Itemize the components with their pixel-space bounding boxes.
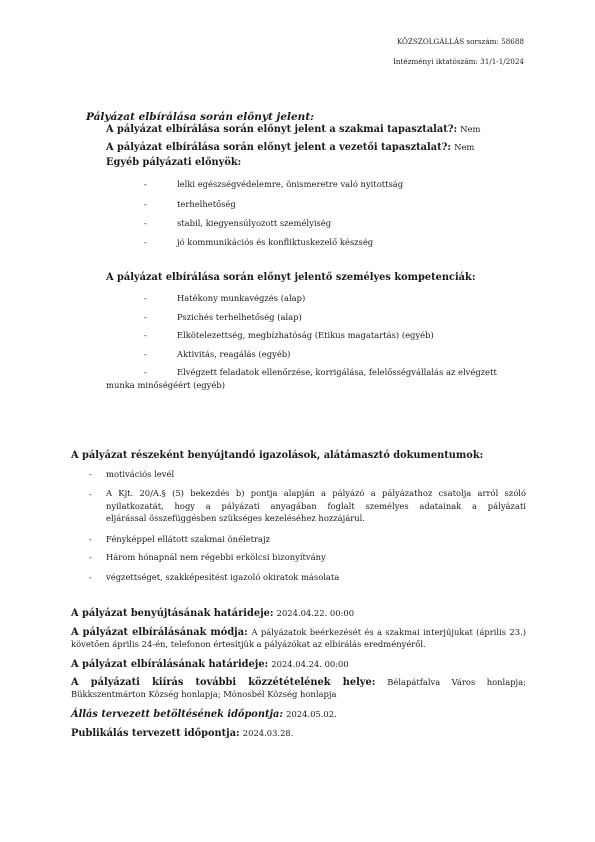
other-advantage-item: lelki egészségvédelemre, önismeretre való nyitottság <box>177 179 404 189</box>
competency-item: Pszichés terhelhetőség (alap) <box>177 312 302 322</box>
planned-start-date <box>71 709 526 721</box>
field-label: A pályázat elbírálásának módja: <box>71 627 248 638</box>
document-item-consent <box>106 487 526 525</box>
list-dash: - <box>89 489 92 499</box>
planned-publish-date <box>71 728 526 740</box>
list-dash: - <box>144 293 147 303</box>
field-label: A pályázat benyújtásának határideje: <box>71 608 274 619</box>
documents-title: A pályázat részeként benyújtandó igazolások, alátámasztó dokumentumok: <box>71 450 484 461</box>
list-dash: - <box>89 572 92 582</box>
document-item: Három hónapnál nem régebbi erkölcsi bizonyítvány <box>106 552 326 562</box>
list-dash: - <box>89 534 92 544</box>
field-value: 2024.04.22. 00:00 <box>276 608 355 618</box>
advantages-title: Pályázat elbírálása során előnyt jelent: <box>86 111 315 123</box>
list-dash: - <box>89 552 92 562</box>
leadership-experience-question <box>106 142 474 153</box>
field-value: A pályázatok beérkezését és a szakmai interjújukat (április 23.) <box>251 627 526 637</box>
list-dash: - <box>144 199 147 209</box>
publication-places <box>71 677 526 701</box>
evaluation-method <box>71 627 526 651</box>
document-item: Fényképpel ellátott szakmai önéletrajz <box>106 534 271 544</box>
evaluation-deadline <box>71 659 526 671</box>
list-dash: - <box>144 349 147 359</box>
header-reference-number: Intézményi iktatószám: 31/1-1/2024 <box>393 57 524 66</box>
list-dash: - <box>144 218 147 228</box>
question-label: A pályázat elbírálása során előnyt jelent a vezetői tapasztalat?: <box>106 142 451 153</box>
question-answer: Nem <box>460 124 481 134</box>
field-value: 2024.04.24. 00:00 <box>271 659 349 669</box>
list-dash: - <box>144 179 147 189</box>
field-value: 2024.03.28. <box>242 728 294 738</box>
consent-line: A Kjt. 20/A.§ (5) bekezdés b) pontja alapján a pályázó a pályázathoz csatolja arról szóló <box>106 488 526 498</box>
submission-deadline <box>71 608 526 620</box>
field-label: A pályázat elbírálásának határideje: <box>71 659 269 670</box>
field-value: 2024.05.02. <box>286 709 337 719</box>
question-label: A pályázat elbírálása során előnyt jelent a szakmai tapasztalat?: <box>106 124 458 135</box>
question-answer: Nem <box>454 142 475 152</box>
professional-experience-question <box>106 124 480 135</box>
header-job-id: KÖZSZOLGÁLLÁS sorszám: 58688 <box>396 37 524 46</box>
competency-item: Hatékony munkavégzés (alap) <box>177 293 306 303</box>
field-label: Állás tervezett betöltésének időpontja: <box>71 709 283 720</box>
consent-line: nyilatkozatát, hogy a pályázati anyagában foglalt személyes adatainak a pályázati <box>106 500 526 511</box>
document-item: motivációs levél <box>106 469 175 479</box>
field-label: Publikálás tervezett időpontja: <box>71 728 240 739</box>
field-value-continuation: követően április 24-én, telefonon értesítjük a pályázókat az elbírálás eredményéről. <box>71 638 426 649</box>
field-value: Bélapátfalva Város honlapja; <box>387 677 526 687</box>
other-advantages-title: Egyéb pályázati előnyök: <box>106 157 242 168</box>
list-dash: - <box>89 469 92 479</box>
method-line-1 <box>71 627 526 639</box>
other-advantage-item: jó kommunikációs és konfliktuskezelő készség <box>177 237 374 247</box>
document-item: végzettséget, szakképesítést igazoló okiratok másolata <box>106 572 340 582</box>
competency-item: Aktivitás, reagálás (egyéb) <box>177 349 291 359</box>
competency-item: Elvégzett feladatok ellenőrzése, korrigálása, felelősségvállalás az elvégzett <box>177 367 497 377</box>
list-dash: - <box>144 312 147 322</box>
competencies-title: A pályázat elbírálása során előnyt jelentő személyes kompetenciák: <box>106 272 476 283</box>
consent-line: eljárással összefüggésben szükséges kezeléséhez hozzájárul. <box>106 513 366 524</box>
field-label: A pályázati kiírás további közzétételének helye: <box>71 677 376 688</box>
list-dash: - <box>144 367 147 377</box>
list-dash: - <box>144 237 147 247</box>
publication-line-1 <box>71 677 526 689</box>
competency-item-continuation: munka minőségéért (egyéb) <box>106 380 225 390</box>
other-advantage-item: terhelhetőség <box>177 199 236 209</box>
other-advantage-item: stabil, kiegyensúlyozott személyiség <box>177 218 332 228</box>
field-value-continuation: Bükkszentmárton Község honlapja; Mónosbél Község honlapja <box>71 688 337 699</box>
competency-item: Elkötelezettség, megbízhatóság (Etikus magatartás) (egyéb) <box>177 330 434 340</box>
list-dash: - <box>144 330 147 340</box>
